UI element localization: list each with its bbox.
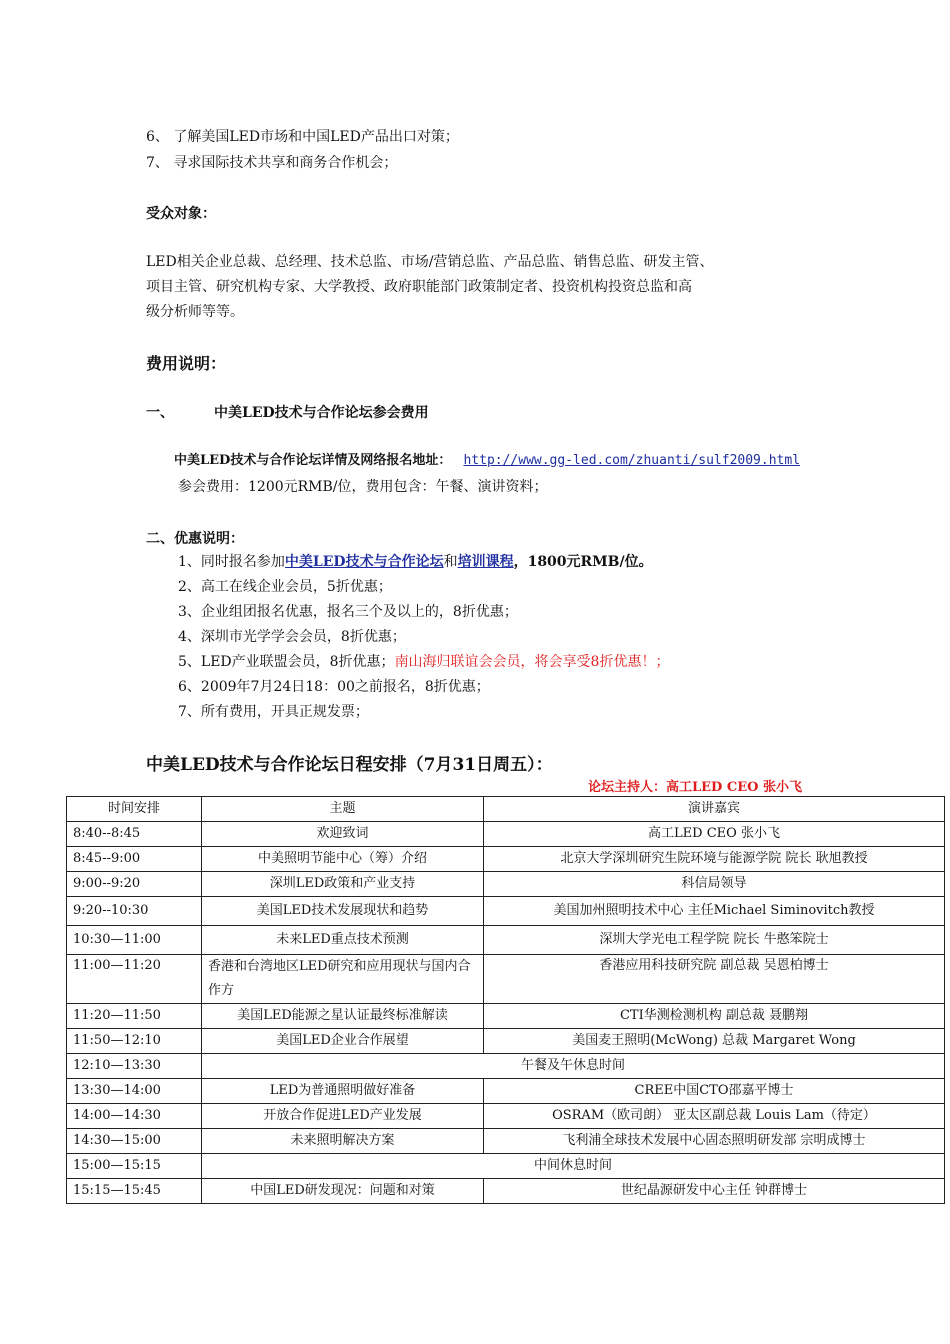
discount-item-1-suffix: ，1800元RMB/位。 xyxy=(513,554,653,570)
objective-item-7: 7、 寻求国际技术共享和商务合作机会； xyxy=(146,155,398,171)
row-time: 14:00—14:30 xyxy=(67,1104,202,1129)
row-speaker: 深圳大学光电工程学院 院长 牛憨笨院士 xyxy=(484,926,945,955)
row-topic: 未来照明解决方案 xyxy=(202,1129,484,1154)
table-row xyxy=(67,926,945,955)
row-time: 11:50—12:10 xyxy=(67,1029,202,1054)
header-speaker: 演讲嘉宾 xyxy=(484,797,945,822)
row-break: 午餐及午休息时间 xyxy=(202,1054,945,1079)
schedule-title: 中美LED技术与合作论坛日程安排（7月31日周五）： xyxy=(146,755,553,775)
forum-link[interactable]: 中美LED技术与合作论坛 xyxy=(284,554,444,570)
row-speaker: 美国麦王照明(McWong) 总裁 Margaret Wong xyxy=(484,1029,945,1054)
row-speaker: CTI华测检测机构 副总裁 聂鹏翔 xyxy=(484,1004,945,1029)
row-speaker: 北京大学深圳研究生院环境与能源学院 院长 耿旭教授 xyxy=(484,847,945,872)
audience-line-3: 级分析师等等。 xyxy=(146,304,244,320)
row-speaker: 世纪晶源研发中心主任 钟群博士 xyxy=(484,1179,945,1204)
row-time: 11:00—11:20 xyxy=(67,955,202,1004)
audience-line-1: LED相关企业总裁、总经理、技术总监、市场/营销总监、产品总监、销售总监、研发主管、 xyxy=(146,254,714,270)
header-time: 时间安排 xyxy=(67,797,202,822)
discount-item-5-highlight: 南山海归联谊会会员，将会享受8折优惠！； xyxy=(394,654,670,670)
training-course-link[interactable]: 培训课程 xyxy=(457,554,514,570)
table-row xyxy=(67,897,945,926)
row-time: 8:45--9:00 xyxy=(67,847,202,872)
row-topic: 美国LED技术发展现状和趋势 xyxy=(202,897,484,926)
row-break: 中间休息时间 xyxy=(202,1154,945,1179)
table-row xyxy=(67,1104,945,1129)
row-time: 14:30—15:00 xyxy=(67,1129,202,1154)
registration-url-link[interactable]: http://www.gg-led.com/zhuanti/sulf2009.html xyxy=(463,453,801,468)
discount-item-5 xyxy=(178,653,669,671)
row-topic: 美国LED能源之星认证最终标准解读 xyxy=(202,1004,484,1029)
fees-section1-number: 一、 xyxy=(146,405,174,421)
row-topic: 中美照明节能中心（筹）介绍 xyxy=(202,847,484,872)
discount-item-4: 4、深圳市光学学会会员，8折优惠； xyxy=(178,629,406,645)
row-time: 9:20--10:30 xyxy=(67,897,202,926)
row-speaker: CREE中国CTO邵嘉平博士 xyxy=(484,1079,945,1104)
table-row xyxy=(67,1079,945,1104)
fee-line: 参会费用：1200元RMB/位，费用包含：午餐、演讲资料； xyxy=(178,479,548,495)
discount-item-1-mid: 和 xyxy=(443,554,458,570)
table-row xyxy=(67,872,945,897)
fees-section1-title: 中美LED技术与合作论坛参会费用 xyxy=(214,405,429,421)
row-speaker: 科信局领导 xyxy=(484,872,945,897)
row-time: 8:40--8:45 xyxy=(67,822,202,847)
table-row xyxy=(67,847,945,872)
row-time: 15:15—15:45 xyxy=(67,1179,202,1204)
row-topic: 美国LED企业合作展望 xyxy=(202,1029,484,1054)
row-time: 15:00—15:15 xyxy=(67,1154,202,1179)
row-topic: 深圳LED政策和产业支持 xyxy=(202,872,484,897)
row-topic: 香港和台湾地区LED研究和应用现状与国内合作方 xyxy=(202,955,484,1004)
table-row xyxy=(67,1129,945,1154)
discount-item-6: 6、2009年7月24日18：00之前报名，8折优惠； xyxy=(178,679,490,695)
row-speaker: OSRAM（欧司朗） 亚太区副总裁 Louis Lam（待定） xyxy=(484,1104,945,1129)
row-time: 11:20—11:50 xyxy=(67,1004,202,1029)
discount-item-5-prefix: 5、LED产业联盟会员，8折优惠； xyxy=(178,654,395,670)
table-row xyxy=(67,1054,945,1079)
audience-heading: 受众对象： xyxy=(146,206,216,222)
table-row xyxy=(67,1029,945,1054)
table-row xyxy=(67,822,945,847)
discount-item-3: 3、企业组团报名优惠，报名三个及以上的，8折优惠； xyxy=(178,604,518,620)
row-time: 9:00--9:20 xyxy=(67,872,202,897)
row-speaker: 高工LED CEO 张小飞 xyxy=(484,822,945,847)
row-speaker: 美国加州照明技术中心 主任Michael Siminovitch教授 xyxy=(484,897,945,926)
row-time: 12:10—13:30 xyxy=(67,1054,202,1079)
row-time: 10:30—11:00 xyxy=(67,926,202,955)
row-topic: 开放合作促进LED产业发展 xyxy=(202,1104,484,1129)
row-topic: LED为普通照明做好准备 xyxy=(202,1079,484,1104)
discount-heading: 二、优惠说明： xyxy=(146,531,244,547)
header-topic: 主题 xyxy=(202,797,484,822)
registration-url-label: 中美LED技术与合作论坛详情及网络报名地址： xyxy=(174,453,452,468)
row-topic: 欢迎致词 xyxy=(202,822,484,847)
discount-item-7: 7、所有费用，开具正规发票； xyxy=(178,704,369,720)
table-row xyxy=(67,1179,945,1204)
row-speaker: 香港应用科技研究院 副总裁 吴恩柏博士 xyxy=(484,955,945,1004)
table-row xyxy=(67,1004,945,1029)
fees-heading: 费用说明： xyxy=(146,354,227,373)
registration-url-line xyxy=(174,452,800,470)
audience-line-2: 项目主管、研究机构专家、大学教授、政府职能部门政策制定者、投资机构投资总监和高 xyxy=(146,279,692,295)
row-speaker: 飞利浦全球技术发展中心固态照明研发部 宗明成博士 xyxy=(484,1129,945,1154)
discount-item-1-prefix: 1、同时报名参加 xyxy=(178,554,285,570)
forum-host: 论坛主持人：高工LED CEO 张小飞 xyxy=(588,780,802,795)
row-topic: 未来LED重点技术预测 xyxy=(202,926,484,955)
table-row xyxy=(67,955,945,1004)
schedule-table xyxy=(66,796,945,1204)
objective-item-6: 6、 了解美国LED市场和中国LED产品出口对策； xyxy=(146,129,459,145)
schedule-header-row xyxy=(67,797,945,822)
discount-item-2: 2、高工在线企业会员，5折优惠； xyxy=(178,579,392,595)
table-row xyxy=(67,1154,945,1179)
discount-item-1 xyxy=(178,553,653,571)
row-topic: 中国LED研发现况：问题和对策 xyxy=(202,1179,484,1204)
row-time: 13:30—14:00 xyxy=(67,1079,202,1104)
